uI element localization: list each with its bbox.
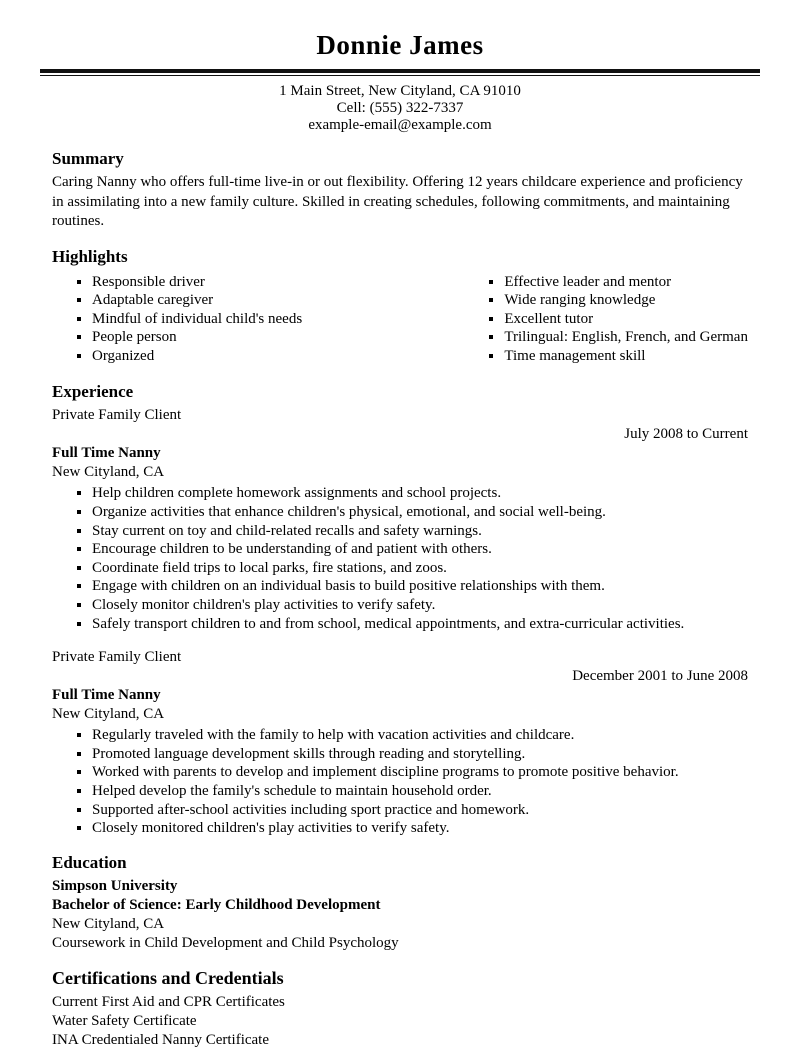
contact-block: [52, 83, 748, 134]
job-dates: July 2008 to Current: [624, 426, 748, 443]
header-divider: [40, 69, 760, 76]
bullet-item: ▪ Engage with children on an individual basis to build positive relationships with them.: [92, 577, 748, 596]
resume-header: [52, 30, 748, 134]
bullet-item: ▪ Time management skill: [504, 347, 748, 366]
experience-job: [52, 406, 748, 633]
section-summary: [52, 149, 748, 232]
certification-list: [52, 993, 748, 1050]
bullet-item: ▪ Help children complete homework assignments and school projects.: [92, 484, 748, 503]
bullet-item: ▪ Worked with parents to develop and implement discipline programs to promote positive behavior.: [92, 763, 748, 782]
bullet-item: ▪ People person: [92, 328, 464, 347]
bullet-item: ▪ Effective leader and mentor: [504, 273, 748, 292]
bullet-item: ▪ Trilingual: English, French, and German: [504, 328, 748, 347]
section-highlights: [52, 247, 748, 368]
bullet-item: ▪ Supported after-school activities including sport practice and homework.: [92, 801, 748, 820]
section-education: [52, 853, 748, 953]
section-certifications: [52, 968, 748, 1050]
highlights-columns: [52, 271, 748, 368]
highlights-heading: Highlights: [52, 246, 128, 266]
bullet-item: ▪ Adaptable caregiver: [92, 291, 464, 310]
education-coursework: Coursework in Child Development and Child Psychology: [52, 934, 399, 951]
bullet-item: ▪ Closely monitored children's play activities to verify safety.: [92, 819, 748, 838]
highlights-right-list: [464, 273, 748, 366]
bullet-item: ▪ Wide ranging knowledge: [504, 291, 748, 310]
bullet-item: ▪ Regularly traveled with the family to help with vacation activities and childcare.: [92, 726, 748, 745]
education-location: New Cityland, CA: [52, 915, 165, 932]
education-degree: Bachelor of Science: Early Childhood Development: [52, 896, 381, 913]
resume-name: Donnie James: [316, 30, 484, 60]
bullet-item: ▪ Promoted language development skills through reading and storytelling.: [92, 745, 748, 764]
bullet-item: ▪ Helped develop the family's schedule to maintain household order.: [92, 782, 748, 801]
job-bullet-list: [52, 726, 748, 838]
bullet-item: ▪ Coordinate field trips to local parks, fire stations, and zoos.: [92, 559, 748, 578]
contact-cell: Cell: (555) 322-7337: [336, 100, 464, 116]
section-experience: [52, 382, 748, 837]
education-school: Simpson University: [52, 877, 178, 894]
certification-item: INA Credentialed Nanny Certificate: [52, 1031, 270, 1048]
job-employer: Private Family Client: [52, 649, 182, 666]
job-location: New Cityland, CA: [52, 464, 165, 481]
bullet-item: ▪ Stay current on toy and child-related recalls and safety warnings.: [92, 522, 748, 541]
experience-job: [52, 648, 748, 838]
bullet-item: ▪ Responsible driver: [92, 273, 464, 292]
summary-text: Caring Nanny who offers full-time live-in or out flexibility. Offering 12 years childcare experience and proficiency in assimilating into a new family culture. Skilled in creating schedules, following commitments, and maintaining routines.: [52, 174, 743, 229]
bullet-item: ▪ Organize activities that enhance children's physical, emotional, and social well-being.: [92, 503, 748, 522]
bullet-item: ▪ Excellent tutor: [504, 310, 748, 329]
job-title: Full Time Nanny: [52, 687, 161, 704]
certification-item: Water Safety Certificate: [52, 1012, 197, 1029]
bullet-item: ▪ Organized: [92, 347, 464, 366]
job-dates: December 2001 to June 2008: [572, 668, 748, 685]
bullet-item: ▪ Mindful of individual child's needs: [92, 310, 464, 329]
experience-heading: Experience: [52, 382, 134, 402]
certifications-heading: Certifications and Credentials: [52, 967, 284, 988]
job-employer: Private Family Client: [52, 407, 182, 424]
job-title: Full Time Nanny: [52, 445, 161, 462]
contact-address: 1 Main Street, New Cityland, CA 91010: [279, 83, 521, 99]
job-bullet-list: [52, 484, 748, 633]
bullet-item: ▪ Safely transport children to and from school, medical appointments, and extra-curricular activities.: [92, 615, 748, 634]
summary-heading: Summary: [52, 149, 124, 168]
certification-item: Current First Aid and CPR Certificates: [52, 993, 285, 1010]
highlights-left-list: [52, 273, 464, 366]
education-heading: Education: [52, 852, 127, 872]
bullet-item: ▪ Closely monitor children's play activities to verify safety.: [92, 596, 748, 615]
bullet-item: ▪ Encourage children to be understanding of and patient with others.: [92, 540, 748, 559]
contact-email: example-email@example.com: [308, 117, 492, 133]
job-location: New Cityland, CA: [52, 706, 165, 723]
